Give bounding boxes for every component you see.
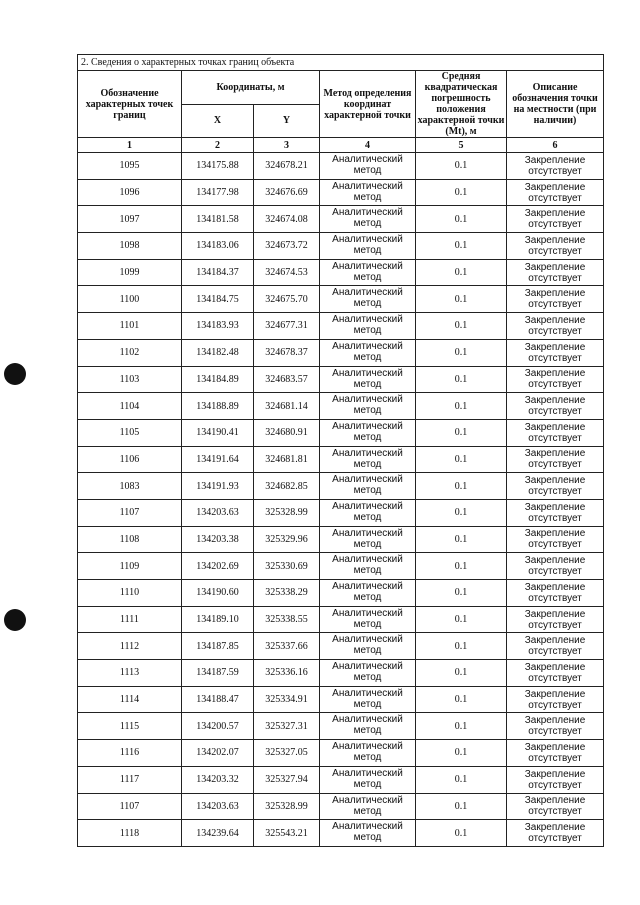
description-cell: Закрепление отсутствует [507, 153, 604, 180]
y-coordinate-cell: 324676.69 [254, 179, 320, 206]
column-number: 1 [78, 138, 182, 153]
table-row [78, 606, 604, 633]
mt-cell: 0.1 [416, 153, 507, 180]
point-number-cell: 1117 [78, 766, 182, 793]
mt-cell: 0.1 [416, 233, 507, 260]
point-number-cell: 1102 [78, 339, 182, 366]
x-coordinate-cell: 134202.07 [182, 740, 254, 767]
x-coordinate-cell: 134191.93 [182, 473, 254, 500]
mt-cell: 0.1 [416, 473, 507, 500]
mt-cell: 0.1 [416, 740, 507, 767]
y-coordinate-cell: 324675.70 [254, 286, 320, 313]
header-mean-square-error: Средняя квадратическая погрешность положения характерной точки (Mt), м [416, 71, 507, 138]
x-coordinate-cell: 134203.63 [182, 793, 254, 820]
description-cell: Закрепление отсутствует [507, 179, 604, 206]
y-coordinate-cell: 325328.99 [254, 793, 320, 820]
table-row [78, 820, 604, 847]
x-coordinate-cell: 134203.32 [182, 766, 254, 793]
mt-cell: 0.1 [416, 820, 507, 847]
point-number-cell: 1111 [78, 606, 182, 633]
y-coordinate-cell: 324678.21 [254, 153, 320, 180]
x-coordinate-cell: 134183.06 [182, 233, 254, 260]
point-number-cell: 1114 [78, 686, 182, 713]
point-number-cell: 1105 [78, 419, 182, 446]
table-row [78, 339, 604, 366]
point-number-cell: 1083 [78, 473, 182, 500]
method-cell: Аналитический метод [320, 580, 416, 607]
mt-cell: 0.1 [416, 419, 507, 446]
punch-hole [4, 609, 26, 631]
method-cell: Аналитический метод [320, 286, 416, 313]
table-row [78, 206, 604, 233]
mt-cell: 0.1 [416, 366, 507, 393]
point-number-cell: 1110 [78, 580, 182, 607]
mt-cell: 0.1 [416, 206, 507, 233]
mt-cell: 0.1 [416, 793, 507, 820]
description-cell: Закрепление отсутствует [507, 553, 604, 580]
table-row [78, 740, 604, 767]
description-cell: Закрепление отсутствует [507, 339, 604, 366]
y-coordinate-cell: 324681.14 [254, 393, 320, 420]
y-coordinate-cell: 325330.69 [254, 553, 320, 580]
description-cell: Закрепление отсутствует [507, 793, 604, 820]
header-description: Описание обозначения точки на местности (при наличии) [507, 71, 604, 138]
mt-cell: 0.1 [416, 766, 507, 793]
table-row [78, 473, 604, 500]
x-coordinate-cell: 134187.85 [182, 633, 254, 660]
point-number-cell: 1103 [78, 366, 182, 393]
table-row [78, 233, 604, 260]
header-y: Y [254, 104, 320, 138]
y-coordinate-cell: 325337.66 [254, 633, 320, 660]
y-coordinate-cell: 324674.08 [254, 206, 320, 233]
point-number-cell: 1115 [78, 713, 182, 740]
column-number: 3 [254, 138, 320, 153]
method-cell: Аналитический метод [320, 259, 416, 286]
y-coordinate-cell: 325328.99 [254, 499, 320, 526]
point-number-cell: 1113 [78, 660, 182, 687]
point-number-cell: 1096 [78, 179, 182, 206]
x-coordinate-cell: 134203.38 [182, 526, 254, 553]
x-coordinate-cell: 134184.37 [182, 259, 254, 286]
point-number-cell: 1108 [78, 526, 182, 553]
table-row [78, 259, 604, 286]
description-cell: Закрепление отсутствует [507, 393, 604, 420]
method-cell: Аналитический метод [320, 793, 416, 820]
table-row [78, 179, 604, 206]
boundary-points-table [77, 54, 604, 847]
x-coordinate-cell: 134190.41 [182, 419, 254, 446]
method-cell: Аналитический метод [320, 740, 416, 767]
x-coordinate-cell: 134188.89 [182, 393, 254, 420]
mt-cell: 0.1 [416, 446, 507, 473]
table-row [78, 793, 604, 820]
x-coordinate-cell: 134181.58 [182, 206, 254, 233]
mt-cell: 0.1 [416, 553, 507, 580]
method-cell: Аналитический метод [320, 660, 416, 687]
x-coordinate-cell: 134188.47 [182, 686, 254, 713]
y-coordinate-cell: 324678.37 [254, 339, 320, 366]
point-number-cell: 1107 [78, 793, 182, 820]
point-number-cell: 1101 [78, 313, 182, 340]
column-number: 6 [507, 138, 604, 153]
x-coordinate-cell: 134183.93 [182, 313, 254, 340]
description-cell: Закрепление отсутствует [507, 259, 604, 286]
method-cell: Аналитический метод [320, 153, 416, 180]
description-cell: Закрепление отсутствует [507, 526, 604, 553]
method-cell: Аналитический метод [320, 366, 416, 393]
y-coordinate-cell: 324680.91 [254, 419, 320, 446]
y-coordinate-cell: 325327.05 [254, 740, 320, 767]
column-numbers-row [78, 138, 604, 153]
mt-cell: 0.1 [416, 686, 507, 713]
y-coordinate-cell: 325543.21 [254, 820, 320, 847]
table-row [78, 553, 604, 580]
table-row [78, 153, 604, 180]
column-number: 4 [320, 138, 416, 153]
method-cell: Аналитический метод [320, 820, 416, 847]
description-cell: Закрепление отсутствует [507, 419, 604, 446]
table-row [78, 633, 604, 660]
y-coordinate-cell: 324674.53 [254, 259, 320, 286]
table-row [78, 686, 604, 713]
mt-cell: 0.1 [416, 179, 507, 206]
header-coordinates: Координаты, м [182, 71, 320, 105]
point-number-cell: 1106 [78, 446, 182, 473]
description-cell: Закрепление отсутствует [507, 286, 604, 313]
method-cell: Аналитический метод [320, 713, 416, 740]
x-coordinate-cell: 134184.75 [182, 286, 254, 313]
header-point-designation: Обозначение характерных точек границ [78, 71, 182, 138]
x-coordinate-cell: 134182.48 [182, 339, 254, 366]
y-coordinate-cell: 325338.55 [254, 606, 320, 633]
x-coordinate-cell: 134239.64 [182, 820, 254, 847]
method-cell: Аналитический метод [320, 446, 416, 473]
description-cell: Закрепление отсутствует [507, 686, 604, 713]
description-cell: Закрепление отсутствует [507, 580, 604, 607]
mt-cell: 0.1 [416, 286, 507, 313]
x-coordinate-cell: 134191.64 [182, 446, 254, 473]
table-row [78, 580, 604, 607]
y-coordinate-cell: 324681.81 [254, 446, 320, 473]
description-cell: Закрепление отсутствует [507, 633, 604, 660]
table-row [78, 713, 604, 740]
x-coordinate-cell: 134189.10 [182, 606, 254, 633]
x-coordinate-cell: 134190.60 [182, 580, 254, 607]
point-number-cell: 1095 [78, 153, 182, 180]
table-row [78, 366, 604, 393]
y-coordinate-cell: 325334.91 [254, 686, 320, 713]
point-number-cell: 1104 [78, 393, 182, 420]
mt-cell: 0.1 [416, 339, 507, 366]
y-coordinate-cell: 324682.85 [254, 473, 320, 500]
method-cell: Аналитический метод [320, 179, 416, 206]
mt-cell: 0.1 [416, 633, 507, 660]
table-row [78, 660, 604, 687]
table-row [78, 419, 604, 446]
method-cell: Аналитический метод [320, 499, 416, 526]
method-cell: Аналитический метод [320, 526, 416, 553]
mt-cell: 0.1 [416, 393, 507, 420]
description-cell: Закрепление отсутствует [507, 233, 604, 260]
x-coordinate-cell: 134202.69 [182, 553, 254, 580]
table-row [78, 766, 604, 793]
mt-cell: 0.1 [416, 713, 507, 740]
point-number-cell: 1099 [78, 259, 182, 286]
mt-cell: 0.1 [416, 526, 507, 553]
y-coordinate-cell: 325338.29 [254, 580, 320, 607]
table-row [78, 286, 604, 313]
mt-cell: 0.1 [416, 580, 507, 607]
description-cell: Закрепление отсутствует [507, 660, 604, 687]
x-coordinate-cell: 134175.88 [182, 153, 254, 180]
description-cell: Закрепление отсутствует [507, 740, 604, 767]
mt-cell: 0.1 [416, 499, 507, 526]
description-cell: Закрепление отсутствует [507, 313, 604, 340]
punch-hole [4, 363, 26, 385]
y-coordinate-cell: 324677.31 [254, 313, 320, 340]
y-coordinate-cell: 324673.72 [254, 233, 320, 260]
point-number-cell: 1097 [78, 206, 182, 233]
x-coordinate-cell: 134203.63 [182, 499, 254, 526]
point-number-cell: 1109 [78, 553, 182, 580]
method-cell: Аналитический метод [320, 233, 416, 260]
method-cell: Аналитический метод [320, 473, 416, 500]
table-title: 2. Сведения о характерных точках границ объекта [78, 55, 604, 71]
description-cell: Закрепление отсутствует [507, 713, 604, 740]
x-coordinate-cell: 134187.59 [182, 660, 254, 687]
table-row [78, 499, 604, 526]
method-cell: Аналитический метод [320, 313, 416, 340]
description-cell: Закрепление отсутствует [507, 473, 604, 500]
y-coordinate-cell: 325336.16 [254, 660, 320, 687]
method-cell: Аналитический метод [320, 686, 416, 713]
table-row [78, 313, 604, 340]
method-cell: Аналитический метод [320, 606, 416, 633]
point-number-cell: 1112 [78, 633, 182, 660]
table-row [78, 446, 604, 473]
method-cell: Аналитический метод [320, 393, 416, 420]
header-method: Метод определения координат характерной точки [320, 71, 416, 138]
method-cell: Аналитический метод [320, 766, 416, 793]
point-number-cell: 1107 [78, 499, 182, 526]
description-cell: Закрепление отсутствует [507, 820, 604, 847]
description-cell: Закрепление отсутствует [507, 766, 604, 793]
header-x: X [182, 104, 254, 138]
mt-cell: 0.1 [416, 606, 507, 633]
y-coordinate-cell: 325329.96 [254, 526, 320, 553]
table-row [78, 393, 604, 420]
y-coordinate-cell: 325327.31 [254, 713, 320, 740]
method-cell: Аналитический метод [320, 419, 416, 446]
x-coordinate-cell: 134200.57 [182, 713, 254, 740]
mt-cell: 0.1 [416, 660, 507, 687]
column-number: 2 [182, 138, 254, 153]
point-number-cell: 1100 [78, 286, 182, 313]
mt-cell: 0.1 [416, 259, 507, 286]
column-number: 5 [416, 138, 507, 153]
description-cell: Закрепление отсутствует [507, 366, 604, 393]
method-cell: Аналитический метод [320, 206, 416, 233]
point-number-cell: 1116 [78, 740, 182, 767]
method-cell: Аналитический метод [320, 633, 416, 660]
description-cell: Закрепление отсутствует [507, 499, 604, 526]
x-coordinate-cell: 134177.98 [182, 179, 254, 206]
description-cell: Закрепление отсутствует [507, 446, 604, 473]
y-coordinate-cell: 324683.57 [254, 366, 320, 393]
description-cell: Закрепление отсутствует [507, 206, 604, 233]
point-number-cell: 1118 [78, 820, 182, 847]
description-cell: Закрепление отсутствует [507, 606, 604, 633]
mt-cell: 0.1 [416, 313, 507, 340]
x-coordinate-cell: 134184.89 [182, 366, 254, 393]
table-row [78, 526, 604, 553]
y-coordinate-cell: 325327.94 [254, 766, 320, 793]
method-cell: Аналитический метод [320, 553, 416, 580]
point-number-cell: 1098 [78, 233, 182, 260]
method-cell: Аналитический метод [320, 339, 416, 366]
